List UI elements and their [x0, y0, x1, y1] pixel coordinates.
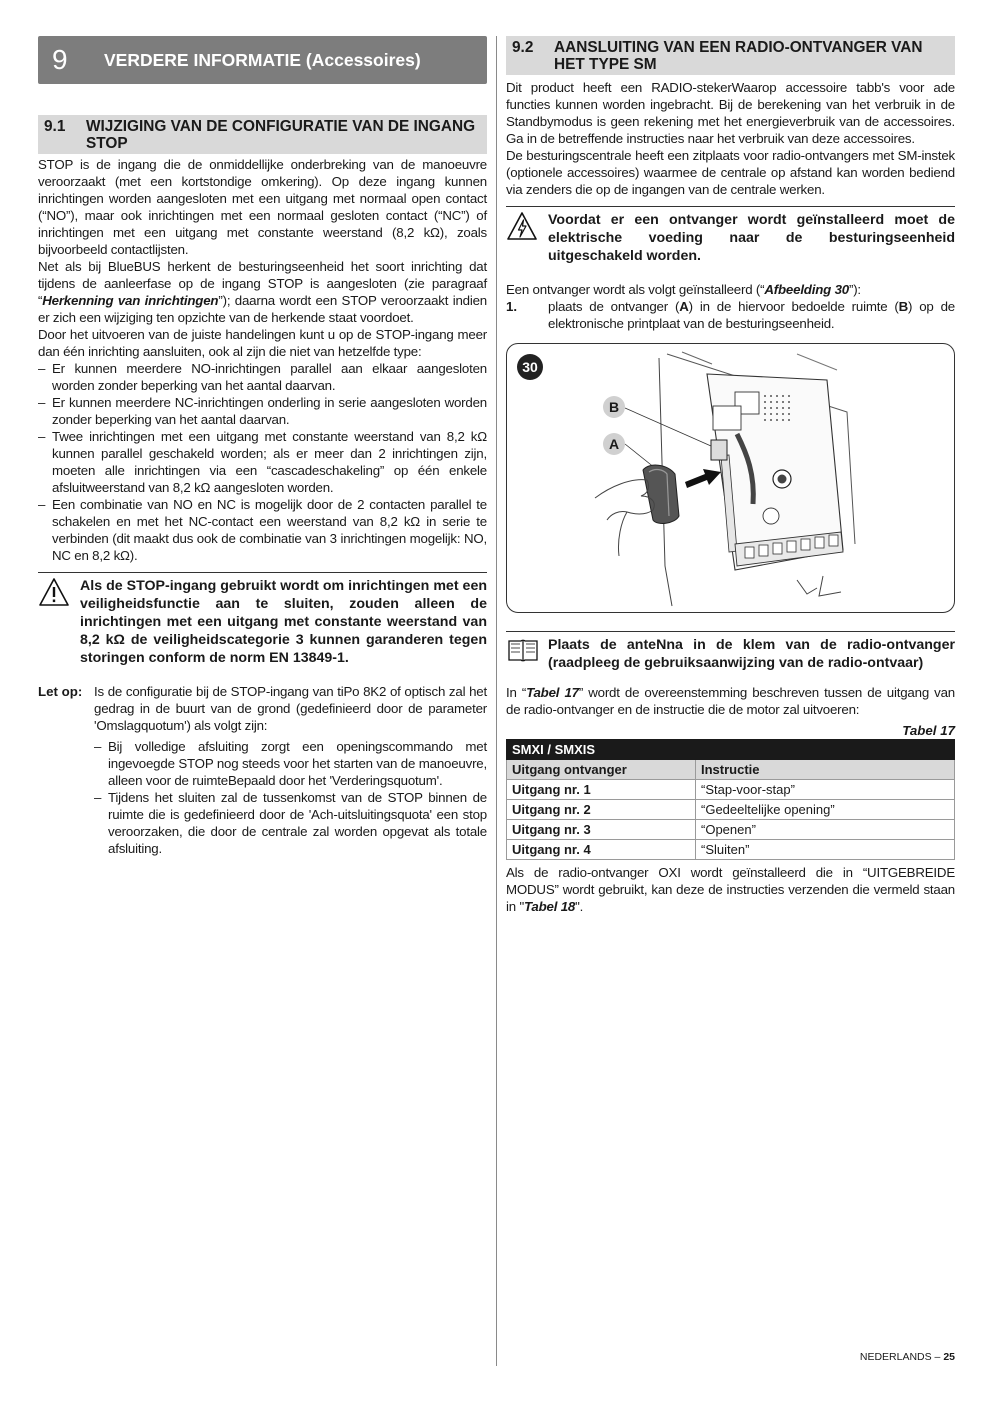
antenna-info	[506, 631, 955, 672]
footer-language: NEDERLANDS –	[859, 1351, 944, 1363]
step-number: 1.	[506, 299, 518, 314]
bullet-list	[38, 360, 487, 564]
paragraph: De besturingscentrale heeft een zitplaats voor radio-ontvangers met SM-instek (optionele accessoires) waarmee de centrale op afstand kan worden bediend via zenders die op de ingangen van de centrale werken.	[506, 148, 955, 197]
section-9-2-body	[506, 79, 955, 198]
section-title: WIJZIGING VAN DE CONFIGURATIE VAN DE INGANG STOP	[86, 118, 476, 152]
paragraph: Door het uitvoeren van de juiste handelingen kunt u op de STOP-ingang meer dan één inrichting aansluiten, ook al zijn die niet van hetzelfde type:	[38, 327, 487, 359]
chapter-number: 9	[52, 44, 68, 75]
section-9-1-body	[38, 156, 487, 564]
figure-number-badge: 30	[517, 354, 543, 380]
paragraph: Dit product heeft een RADIO-stekerWaarop accessoire tabb's voor ade functies kunnen worden ingebracht. Bij de berekening van het verbruik in de Standbymodus is geen rekening met het energieverbruik van de accessoires. Ga in de betreffende instructies naar het verbruik van deze accessoires.	[506, 80, 955, 146]
table-title-row	[507, 740, 955, 760]
list-item: – Een combinatie van NO en NC is mogelijk door de 2 contacten parallel te schakelen en met het NC-contact een weerstand van 8,2 kΩ in serie te verbinden (dit maakt dus ook de combinatie van 3 inrichtingen mogelijk: NO, NC en 8,2 kΩ).	[38, 496, 487, 564]
section-number: 9.1	[44, 118, 66, 135]
note-bullet-list	[94, 738, 487, 857]
chapter-title: VERDERE INFORMATIE (Accessoires)	[104, 49, 421, 70]
list-item: – Tijdens het sluiten zal de tussenkomst van de STOP binnen de ruimte die is gedefinieerd door de 'Ach-uitsluitingsquota' een stop veroorzaken, die door de centrale zal worden opgevat als totale afsluiting.	[94, 789, 487, 857]
list-item: – Er kunnen meerdere NO-inrichtingen parallel aan elkaar aangesloten worden zonder beperking van het aantal daarvan.	[38, 360, 487, 394]
list-item: – Er kunnen meerdere NC-inrichtingen onderling in serie aangesloten worden zonder beperking van het aantal daarvan.	[38, 394, 487, 428]
note	[38, 683, 487, 857]
note-body	[94, 683, 487, 857]
paragraph: Een ontvanger wordt als volgt geïnstalleerd (“Afbeelding 30”):	[506, 282, 861, 297]
column-header: Uitgang ontvanger	[507, 760, 696, 780]
figure-30	[506, 343, 955, 613]
table-reference: Tabel 17	[526, 685, 579, 700]
chapter-header	[38, 36, 487, 84]
table-cell: Uitgang nr. 1	[507, 780, 696, 800]
table-cell: Uitgang nr. 4	[507, 840, 696, 860]
right-column	[506, 36, 955, 915]
figure-label-b: B	[603, 396, 625, 418]
paragraph: STOP is de ingang die de onmiddellijke onderbreking van de manoeuvre veroorzaakt (met een kortstondige omkering). Op deze ingang kunnen inrichtingen worden aangesloten met een uitgang met normaal open contact (“NO”), maar ook inrichtingen met een normaal gesloten contact (“NC”) of inrichtingen met een uitgang met constante weerstand (8,2 kΩ), zoals bijvoorbeeld contactlijsten.	[38, 157, 487, 257]
table-row	[507, 780, 955, 800]
table-row	[507, 800, 955, 820]
info-text: Plaats de anteNna in de klem van de radio-ontvanger (raadpleeg de gebruiksaanwijzing van de radio-ontvaar)	[548, 637, 955, 671]
safety-warning	[38, 572, 487, 667]
step-text: plaats de ontvanger (A) in de hiervoor bedoelde ruimte (B) op de elektronische printplaat van de besturingseenheid.	[548, 299, 955, 331]
table-intro	[506, 684, 955, 718]
left-column	[38, 36, 487, 857]
paragraph: In “Tabel 17” wordt de overeenstemming beschreven tussen de uitgang van de radio-ontvanger en de instructie die de motor zal uitvoeren:	[506, 685, 955, 717]
list-item: – Twee inrichtingen met een uitgang met constante weerstand van 8,2 kΩ kunnen parallel geschakeld worden; als er meer dan 2 inrichtingen zijn, moeten alle inrichtingen via een “cascadeschakeling” op één enkele afsluitweerstand van 8,2 kΩ aangesloten worden.	[38, 428, 487, 496]
table-followup	[506, 864, 955, 915]
note-text: Is de configuratie bij de STOP-ingang van tiPo 8K2 of optisch zal het gedrag in de buurt van de grond (gedefinieerd door de parameter 'Omslagquotum') als volgt zijn:	[94, 684, 487, 733]
electrical-warning	[506, 206, 955, 265]
table-17	[506, 739, 955, 860]
page-number: 25	[943, 1351, 955, 1363]
figure-reference: Afbeelding 30	[764, 282, 849, 297]
column-header: Instructie	[696, 760, 955, 780]
table-cell: “Gedeeltelijke opening”	[696, 800, 955, 820]
section-number: 9.2	[512, 39, 534, 56]
table-title: SMXI / SMXIS	[507, 740, 955, 760]
paragraph: Net als bij BlueBUS herkent de besturingseenheid het soort inrichting dat tijdens de aanleerfase op de ingang STOP is aangesloten (zie paragraaf “Herkenning van inrichtingen”); daarna wordt een STOP veroorzaakt indien er zich een wijziging ten opzichte van de herkende staat voordoet.	[38, 259, 488, 325]
section-9-1-header	[38, 115, 487, 154]
table-cell: Uitgang nr. 3	[507, 820, 696, 840]
list-item: – Bij volledige afsluiting zorgt een openingscommando met ingevoegde STOP nog steeds voor het starten van de manoeuvre, alleen voor de ruimteBepaald door het 'Verderingsquotum'.	[94, 738, 487, 789]
warning-text: Voordat er een ontvanger wordt geïnstalleerd moet de elektrische voeding naar de besturingseenheid uitgeschakeld worden.	[548, 212, 955, 264]
paragraph: Als de radio-ontvanger OXI wordt geïnstalleerd die in “UITGEBREIDE MODUS” wordt gebruikt, kan deze de instructies verzenden die vermeld staan in "Tabel 18".	[506, 865, 955, 914]
column-divider	[496, 36, 497, 1366]
step-list	[506, 298, 955, 332]
installation-steps	[506, 281, 955, 332]
section-9-2-header	[506, 36, 955, 75]
warning-triangle-icon	[38, 577, 80, 667]
table-row	[507, 820, 955, 840]
figure-label-a: A	[603, 433, 625, 455]
page-footer	[860, 1351, 955, 1363]
table-caption: Tabel 17	[902, 723, 955, 738]
table-cell: Uitgang nr. 2	[507, 800, 696, 820]
table-cell: “Sluiten”	[696, 840, 955, 860]
electric-hazard-icon	[506, 211, 548, 265]
receiver-installation-illustration	[507, 344, 955, 612]
reference: Herkenning van inrichtingen	[42, 293, 219, 308]
table-reference: Tabel 18	[523, 899, 576, 914]
manual-book-icon	[506, 636, 548, 672]
step-item	[506, 298, 955, 332]
table-header-row	[507, 760, 955, 780]
note-label: Let op:	[38, 684, 83, 699]
table-cell: “Openen”	[696, 820, 955, 840]
table-row	[507, 840, 955, 860]
section-title: AANSLUITING VAN EEN RADIO-ONTVANGER VAN HET TYPE SM	[554, 39, 923, 73]
table-cell: “Stap-voor-stap”	[696, 780, 955, 800]
warning-text: Als de STOP-ingang gebruikt wordt om inrichtingen met een veiligheidsfunctie aan te sluiten, zouden alleen de inrichtingen met een uitgang met constante weerstand van 8,2 kΩ de veiligheidscategorie 3 kunnen garanderen tegen storingen conform de norm EN 13849-1.	[80, 578, 487, 666]
